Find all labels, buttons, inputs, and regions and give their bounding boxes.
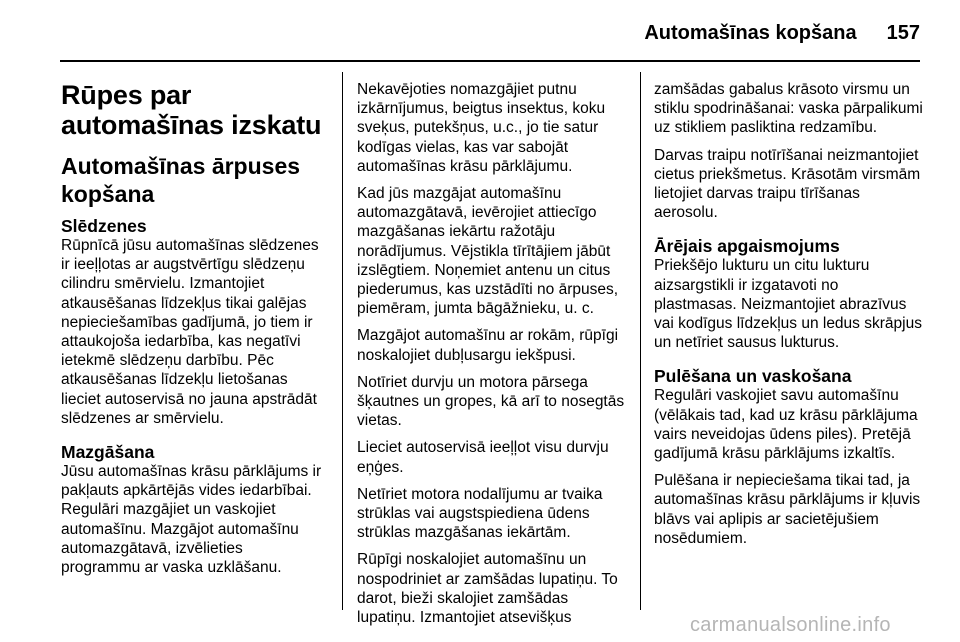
paragraph: Nekavējoties nomazgājiet putnu izkārnījumus, beigtus insektus, koku sveķus, putekšņus, u.c., jo tie satur kodīgas vielas, kas var sabojāt automašīnas krāsu pārklājumu. bbox=[357, 81, 606, 175]
paragraph: Darvas traipu notīrīšanai neizmantojiet cietus priekšmetus. Krāsotām virsmām lietojiet darvas traipu tīrīšanas aerosolu. bbox=[654, 146, 921, 222]
paragraph: Mazgājot automašīnu ar rokām, rūpīgi noskalojiet dubļusargu iekšpusi. bbox=[357, 327, 619, 364]
paragraph: Rūpīgi noskalojiet automašīnu un nospodriniet ar zamšādas lupatiņu. To darot, bieži skalojiet zamšādas lupatiņu. Izmantojiet atsevišķus bbox=[357, 551, 618, 627]
paragraph: Jūsu automašīnas krāsu pārklājums ir pakļauts apkārtējās vides iedarbībai. Regulāri mazgājiet un vaskojiet automašīnu. Mazgājot automašīnu automazgātavā, izvēlieties programmu ar vaska uzklāšanu. bbox=[61, 463, 322, 577]
paragraph: Notīriet durvju un motora pārsega šķautnes un gropes, kā arī to nosegtās vietas. bbox=[357, 373, 625, 430]
subsection-heading-exterior-lights: Ārējais apgaismojums bbox=[654, 236, 840, 257]
paragraph: Regulāri vaskojiet savu automašīnu (vēlākais tad, kad uz krāsu pārklājuma vairs neveidojas ūdens piles). Pretējā gadījumā krāsu pārklājums izkaltīs. bbox=[654, 387, 918, 463]
section-heading: Automašīnas ārpuses kopšana bbox=[61, 153, 301, 207]
subsection-heading-polishing: Pulēšana un vaskošana bbox=[654, 366, 852, 387]
column-2 bbox=[357, 80, 628, 635]
subsection-heading-washing: Mazgāšana bbox=[61, 442, 155, 463]
paragraph: Lieciet autoservisā ieeļļot visu durvju eņģes. bbox=[357, 439, 609, 476]
paragraph: Netīriet motora nodalījumu ar tvaika strūklas vai augstspiediena ūdens strūklas mazgāšanas iekārtām. bbox=[357, 485, 603, 542]
header-rule bbox=[60, 60, 920, 62]
paragraph: Kad jūs mazgājat automašīnu automazgātavā, ievērojiet attiecīgo mazgāšanas iekārtu ražotāju norādījumus. Vējstikla tīrītājiem jābūt izslēgtiem. Noņemiet antenu un citus piederumus, kas uzstādīti no ārpuses, piemēram, jumta bāgāžnieku, u. c. bbox=[357, 185, 619, 318]
watermark: carmanualsonline.info bbox=[690, 614, 891, 636]
paragraph: Rūpnīcā jūsu automašīnas slēdzenes ir ieeļļotas ar augstvērtīgu slēdzeņu cilindru smērvielu. Izmantojiet atkausēšanas līdzekļus tikai galējas nepieciešamības gadījumā, jo tiem ir attaukojoša iedarbība, kas negatīvi ietekmē slēdzeņu darbību. Pēc atkausēšanas līdzekļu lietošanas lieciet autoservisā no jauna apstrādāt slēdzenes ar smērvielu. bbox=[61, 237, 319, 427]
page-header bbox=[0, 18, 920, 48]
header-title: Automašīnas kopšana bbox=[644, 22, 857, 44]
column-divider bbox=[640, 72, 641, 610]
paragraph: zamšādas gabalus krāsoto virsmu un stiklu spodrināšanai: vaska pārpalikumi uz stikliem pasliktina redzamību. bbox=[654, 81, 923, 137]
chapter-heading: Rūpes par automašīnas izskatu bbox=[61, 80, 322, 140]
column-1 bbox=[61, 80, 325, 585]
paragraph: Priekšējo lukturu un citu lukturu aizsargstikli ir izgatavoti no plastmasas. Neizmantojiet abrazīvus vai kodīgus līdzekļus un ledus skrāpjus un netīriet sausus lukturus. bbox=[654, 257, 922, 352]
subsection-heading-locks: Slēdzenes bbox=[61, 216, 147, 236]
page-number: 157 bbox=[886, 22, 920, 44]
column-3 bbox=[654, 80, 925, 556]
paragraph: Pulēšana ir nepieciešama tikai tad, ja automašīnas krāsu pārklājums ir kļuvis blāvs vai aplipis ar sacietējušiem nosēdumiem. bbox=[654, 472, 921, 547]
column-divider bbox=[342, 72, 343, 610]
